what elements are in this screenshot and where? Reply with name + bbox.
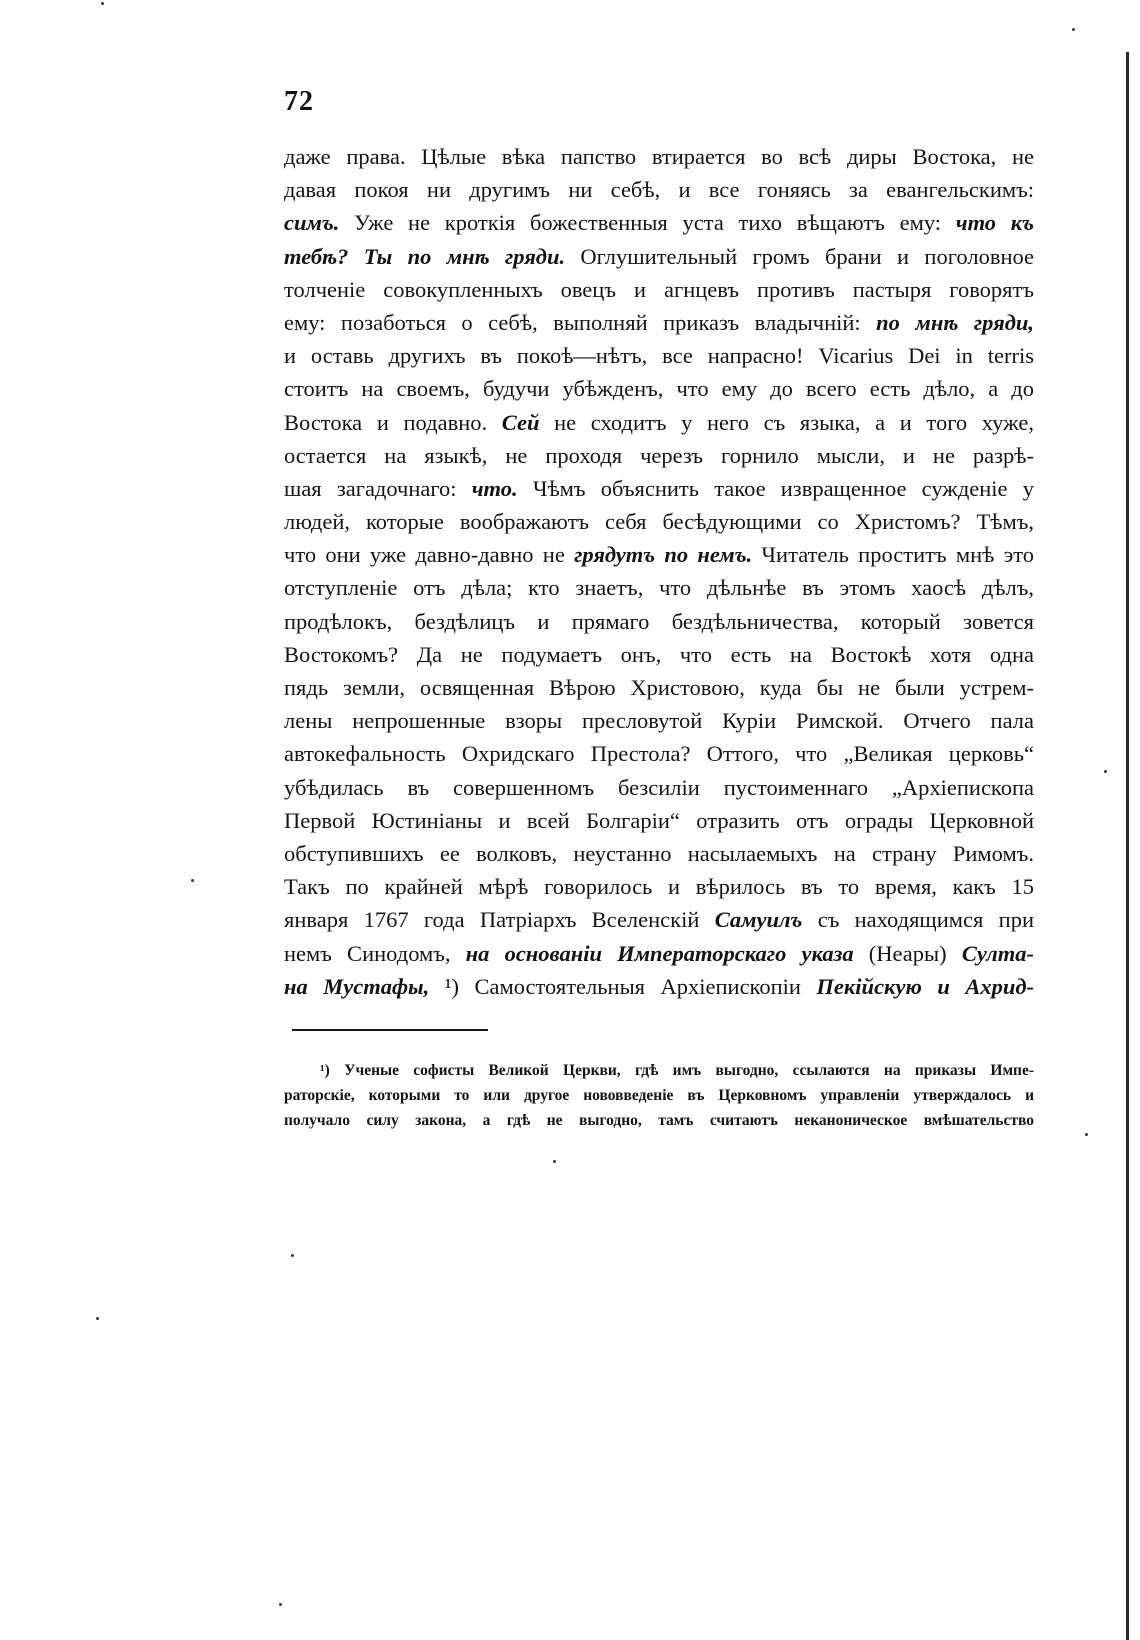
text-line [284, 937, 1034, 970]
text-run: автокефальность Охридскаго Престола? Оттого, что „Великая церковь“ [284, 741, 1034, 767]
scan-speck [101, 2, 104, 5]
text-run: съ находящимся при [802, 907, 1034, 933]
text-line [284, 970, 1034, 1003]
scan-speck [191, 879, 194, 882]
text-line [284, 273, 1034, 306]
scan-speck [1072, 28, 1075, 31]
text-line [284, 903, 1034, 936]
text-line [284, 671, 1034, 704]
text-line [284, 173, 1034, 206]
italic-phrase: что. [471, 475, 518, 501]
page-number: 72 [284, 86, 314, 117]
text-run: отступленіе отъ дѣла; кто знаетъ, что дѣльнѣе въ этомъ хаосѣ дѣлъ, [284, 575, 1034, 601]
text-run: продѣлокъ, бездѣлицъ и прямаго бездѣльничества, который зовется [284, 608, 1034, 634]
footnotes [284, 1058, 1034, 1133]
text-line [284, 140, 1034, 173]
main-text [284, 140, 1034, 1003]
text-run: остается на языкѣ, не проходя черезъ горнило мысли, и не разрѣ- [284, 442, 1034, 468]
scan-speck [553, 1160, 556, 1163]
text-run: Уже не кроткія божественныя уста тихо вѣщаютъ ему: [339, 210, 956, 236]
italic-phrase: на основаніи Императорскаго указа [465, 940, 854, 966]
text-run: Востока и подавно. [284, 409, 502, 435]
scan-speck [1085, 1133, 1088, 1136]
text-line [284, 206, 1034, 239]
italic-phrase: симъ. [284, 210, 340, 236]
scan-speck [279, 1603, 282, 1606]
text-run: ему: позаботься о себѣ, выполняй приказъ владычній: [284, 309, 877, 335]
text-run: Чѣмъ объяснить такое извращенное сужденіе у [517, 475, 1034, 501]
text-line [284, 804, 1034, 837]
italic-phrase: Самуилъ [714, 907, 803, 933]
text-line [284, 505, 1034, 538]
text-run: не сходитъ у него съ языка, а и того хуже, [539, 409, 1035, 435]
italic-phrase: Султа- [961, 940, 1034, 966]
page-edge-line [1126, 52, 1129, 1640]
italic-phrase: что къ [955, 210, 1035, 236]
text-line [284, 605, 1034, 638]
text-run: шая загадочнаго: [284, 475, 472, 501]
text-line [284, 306, 1034, 339]
italic-phrase: на Мустафы, [284, 973, 430, 999]
footnote-separator [292, 1029, 488, 1031]
italic-phrase: по мнѣ гряди, [876, 309, 1034, 335]
text-line [284, 472, 1034, 505]
scan-speck [96, 1317, 99, 1320]
text-run: Востокомъ? Да не подумаетъ онъ, что есть на Востокѣ хотя одна [284, 641, 1034, 667]
text-line [284, 406, 1034, 439]
text-run: Такъ по крайней мѣрѣ говорилось и вѣрилось въ то время, какъ 15 [284, 874, 1034, 900]
text-run: (Неары) [853, 940, 962, 966]
footnote-line: раторскіе, которыми то или другое нововведеніе въ Церковномъ управленіи утверждалось и [284, 1087, 1034, 1104]
text-run: немъ Синодомъ, [284, 940, 466, 966]
scan-speck [291, 1254, 294, 1257]
text-run: стоитъ на своемъ, будучи убѣжденъ, что ему до всего есть дѣло, а до [284, 376, 1034, 402]
text-run: убѣдилась въ совершенномъ безсиліи пустоименнаго „Архіепископа [284, 774, 1034, 800]
text-line [284, 704, 1034, 737]
italic-phrase: тебѣ? Ты по мнѣ гряди. [284, 243, 566, 269]
footnote-line: ¹) Ученые софисты Великой Церкви, гдѣ имъ выгодно, ссылаются на приказы Импе- [320, 1062, 1034, 1079]
text-line [284, 372, 1034, 405]
italic-phrase: Сей [501, 409, 540, 435]
text-line [284, 571, 1034, 604]
italic-phrase: грядутъ по немъ. [574, 542, 753, 568]
text-line [284, 439, 1034, 472]
text-run: обступившихъ ее волковъ, неустанно насылаемыхъ на страну Римомъ. [284, 840, 1034, 866]
scan-speck [1104, 770, 1107, 773]
text-run: и оставь другихъ въ покоѣ—нѣтъ, все напрасно! Vicarius Dei in terris [284, 343, 1034, 369]
text-line [284, 771, 1034, 804]
text-line [284, 837, 1034, 870]
text-line [284, 538, 1034, 571]
text-run: Оглушительный громъ брани и поголовное [565, 243, 1035, 269]
text-run: пядь земли, освященная Вѣрою Христовою, куда бы не были устрем- [284, 675, 1034, 700]
footnote-line: получало силу закона, а гдѣ не выгодно, тамъ считаютъ неканоническое вмѣшательство [284, 1112, 1034, 1129]
text-run: толченіе совокупленныхъ овецъ и агнцевъ противъ пастыря говорятъ [284, 276, 1034, 302]
text-line [284, 638, 1034, 671]
text-run: даже права. Цѣлые вѣка папство втирается во всѣ диры Востока, не [284, 144, 1034, 169]
text-run: лены непрошенные взоры пресловутой Куріи Римской. Отчего пала [284, 708, 1034, 734]
text-run: ¹) Самостоятельныя Архіепископіи [429, 973, 817, 999]
text-run: января 1767 года Патріархъ Вселенскій [284, 907, 715, 933]
text-run: что они уже давно-давно не [284, 542, 575, 568]
text-run: людей, которые воображаютъ себя бесѣдующими со Христомъ? Тѣмъ, [284, 509, 1034, 535]
text-line [284, 870, 1034, 903]
text-run: Читатель проститъ мнѣ это [752, 542, 1035, 568]
italic-phrase: Пекійскую и Ахрид- [816, 973, 1034, 999]
text-line [284, 339, 1034, 372]
text-run: Первой Юстиніаны и всей Болгаріи“ отразить отъ ограды Церковной [284, 807, 1034, 833]
text-run: давая покоя ни другимъ ни себѣ, и все гоняясь за евангельскимъ: [284, 177, 1034, 203]
text-line [284, 240, 1034, 273]
text-line [284, 737, 1034, 770]
